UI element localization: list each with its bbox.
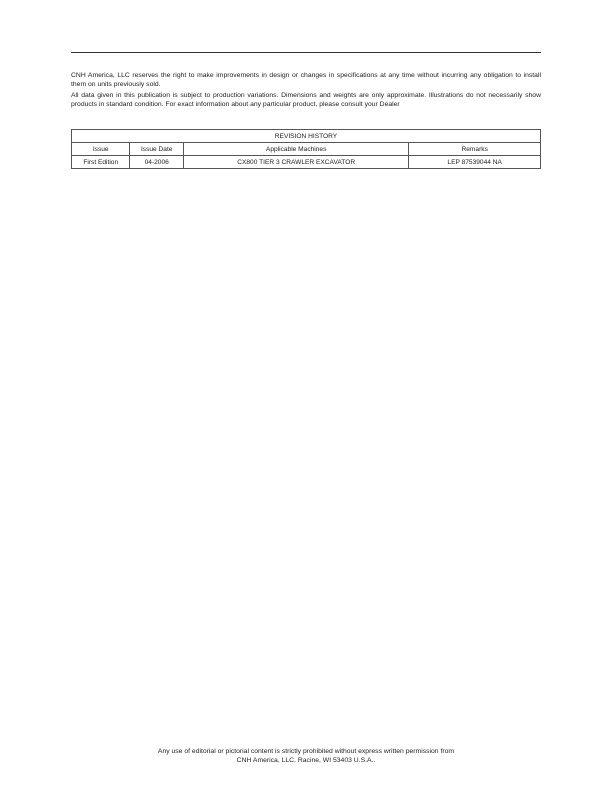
table-header-row (72, 143, 541, 156)
cell-remarks: LEP 87539044 NA (409, 156, 541, 169)
table-row (72, 156, 541, 169)
table-title-row (72, 130, 541, 143)
column-header-applicable-machines: Applicable Machines (183, 143, 408, 156)
footer-line-2: CNH America, LLC. Racine, WI 53403 U.S.A.. (236, 757, 376, 764)
header-divider (71, 52, 541, 53)
cell-issue: First Edition (72, 156, 130, 169)
copyright-footer (71, 747, 541, 765)
disclaimer-paragraph-data: All data given in this publication is subject to production variations. Dimensions and weights are only approximate. Illustrations do not necessarily show products in standard condition. For exact information about any particular product, please consult your Dealer (71, 92, 541, 108)
legal-disclaimer (71, 71, 541, 111)
revision-history-table (71, 129, 541, 169)
disclaimer-paragraph-changes: CNH America, LLC reserves the right to make improvements in design or changes in specifications at any time without incurring any obligation to install them on units previously sold. (71, 72, 541, 88)
footer-line-1: Any use of editorial or pictorial content is strictly prohibited without express written permission from (157, 748, 455, 755)
table-title: REVISION HISTORY (72, 130, 541, 143)
cell-applicable-machines: CX800 TIER 3 CRAWLER EXCAVATOR (183, 156, 408, 169)
column-header-remarks: Remarks (409, 143, 541, 156)
cell-issue-date: 04-2006 (130, 156, 183, 169)
column-header-issue-date: Issue Date (130, 143, 183, 156)
column-header-issue: Issue (72, 143, 130, 156)
